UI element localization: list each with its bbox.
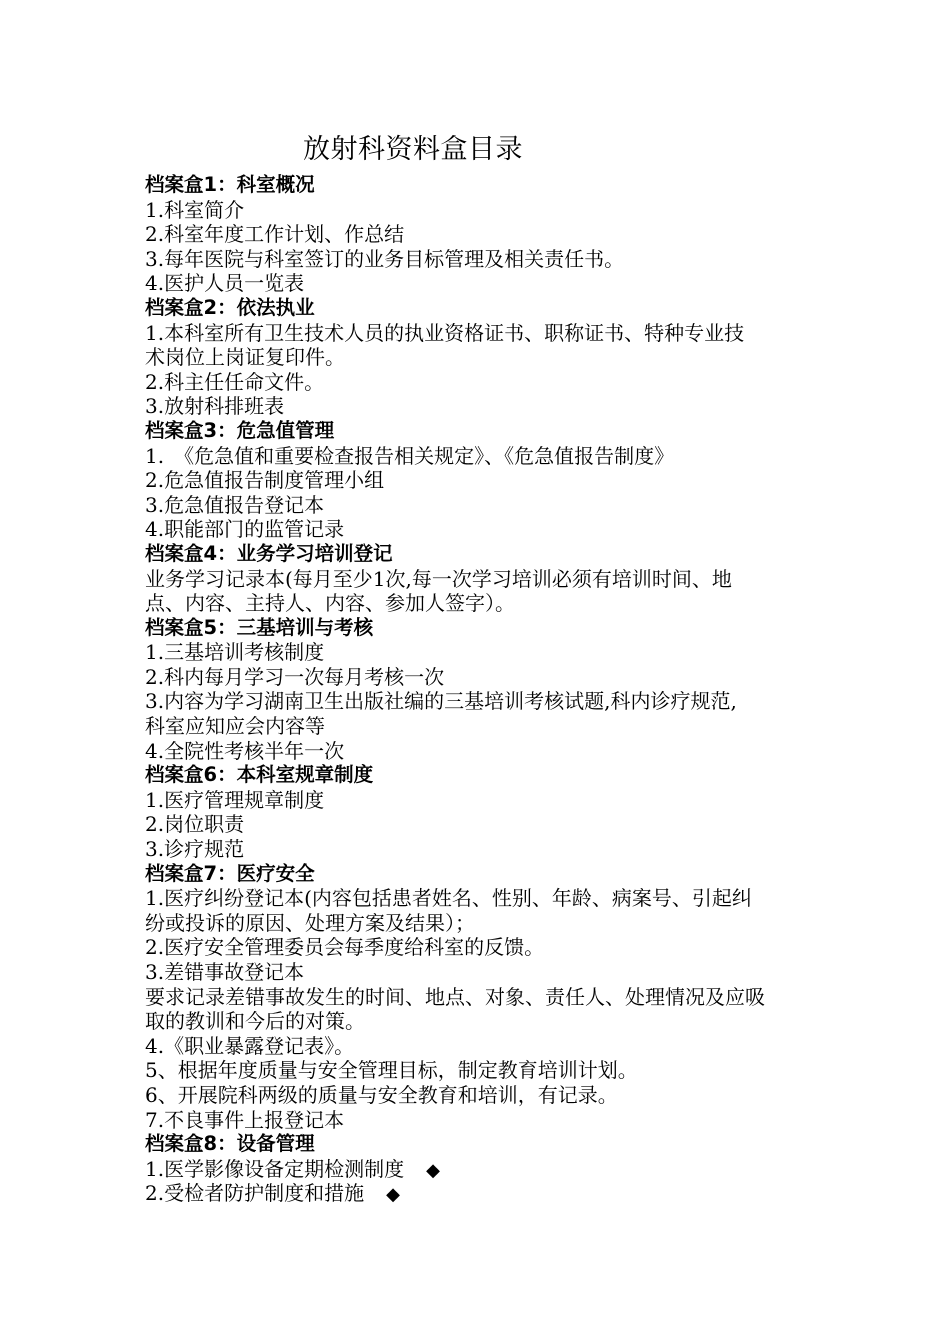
box-8-line-1: 1.医学影像设备定期检测制度	[145, 1156, 405, 1181]
box-7-line-5: 要求记录差错事故发生的时间、地点、对象、责任人、处理情况及应吸	[145, 984, 765, 1009]
box-7-line-6: 取的教训和今后的对策。	[145, 1009, 365, 1034]
box-7-line-3: 2.医疗安全管理委员会每季度给科室的反馈。	[145, 935, 545, 960]
box-5-line-3: 3.内容为学习湖南卫生出版社编的三基培训考核试题,科内诊疗规范,	[145, 689, 737, 714]
box-6-line-3: 3.诊疗规范	[145, 837, 245, 862]
diamond-bullet-icon: ◆	[426, 1159, 440, 1181]
box-3-line-1: 1. 《危急值和重要检查报告相关规定》、《危急值报告制度》	[145, 443, 675, 468]
box-2-line-2: 术岗位上岗证复印件。	[145, 345, 345, 370]
box-6-line-2: 2.岗位职责	[145, 812, 245, 837]
box-7-heading: 档案盒7：医疗安全	[145, 861, 315, 885]
box-7-line-2: 纷或投诉的原因、处理方案及结果）；	[145, 910, 475, 935]
box-7-line-7: 4.《职业暴露登记表》。	[145, 1033, 355, 1058]
box-7-line-8: 5、根据年度质量与安全管理目标，制定教育培训计划。	[145, 1058, 638, 1083]
box-5-heading: 档案盒5：三基培训与考核	[145, 615, 374, 639]
box-8-line-2-row	[145, 1181, 825, 1206]
box-8-line-2: 2.受检者防护制度和措施	[145, 1181, 365, 1206]
box-1-line-1: 1.科室简介	[145, 197, 245, 222]
box-1-heading: 档案盒1：科室概况	[145, 173, 315, 196]
box-5-line-5: 4.全院性考核半年一次	[145, 738, 345, 763]
box-5-line-1: 1.三基培训考核制度	[145, 640, 325, 665]
box-2-line-1: 1.本科室所有卫生技术人员的执业资格证书、职称证书、特种专业技	[145, 320, 745, 345]
box-4-line-1: 业务学习记录本(每月至少1次,每一次学习培训必须有培训时间、地	[145, 566, 732, 591]
box-5-line-2: 2.科内每月学习一次每月考核一次	[145, 664, 445, 689]
box-7-line-4: 3.差错事故登记本	[145, 960, 305, 984]
box-8-heading: 档案盒8：设备管理	[145, 1132, 315, 1156]
box-3-line-4: 4.职能部门的监管记录	[145, 517, 345, 542]
box-5-line-4: 科室应知应会内容等	[145, 714, 325, 739]
box-6-heading: 档案盒6：本科室规章制度	[145, 763, 374, 787]
document-body	[145, 173, 825, 1206]
box-1-line-2: 2.科室年度工作计划、作总结	[145, 222, 405, 247]
box-7-line-1: 1.医疗纠纷登记本(内容包括患者姓名、性别、年龄、病案号、引起纠	[145, 886, 752, 911]
box-2-heading: 档案盒2：依法执业	[145, 295, 315, 319]
box-2-line-4: 3.放射科排班表	[145, 394, 285, 419]
document-title: 放射科资料盒目录	[303, 134, 523, 165]
box-3-line-3: 3.危急值报告登记本	[145, 492, 325, 517]
box-7-line-10: 7.不良事件上报登记本	[145, 1107, 345, 1132]
diamond-bullet-icon: ◆	[386, 1184, 400, 1206]
box-3-heading: 档案盒3：危急值管理	[145, 418, 335, 442]
box-1-line-3: 3.每年医院与科室签订的业务目标管理及相关责任书。	[145, 246, 625, 271]
box-2-line-3: 2.科主任任命文件。	[145, 369, 325, 394]
box-8-line-1-row	[145, 1157, 825, 1182]
box-1-line-4: 4.医护人员一览表	[145, 271, 305, 296]
box-3-line-2: 2.危急值报告制度管理小组	[145, 468, 385, 493]
box-4-line-2: 点、内容、主持人、内容、参加人签字）。	[145, 591, 515, 616]
box-4-heading: 档案盒4：业务学习培训登记	[145, 541, 393, 565]
box-7-line-9: 6、开展院科两级的质量与安全教育和培训，有记录。	[145, 1082, 618, 1107]
box-6-line-1: 1.医疗管理规章制度	[145, 787, 325, 812]
